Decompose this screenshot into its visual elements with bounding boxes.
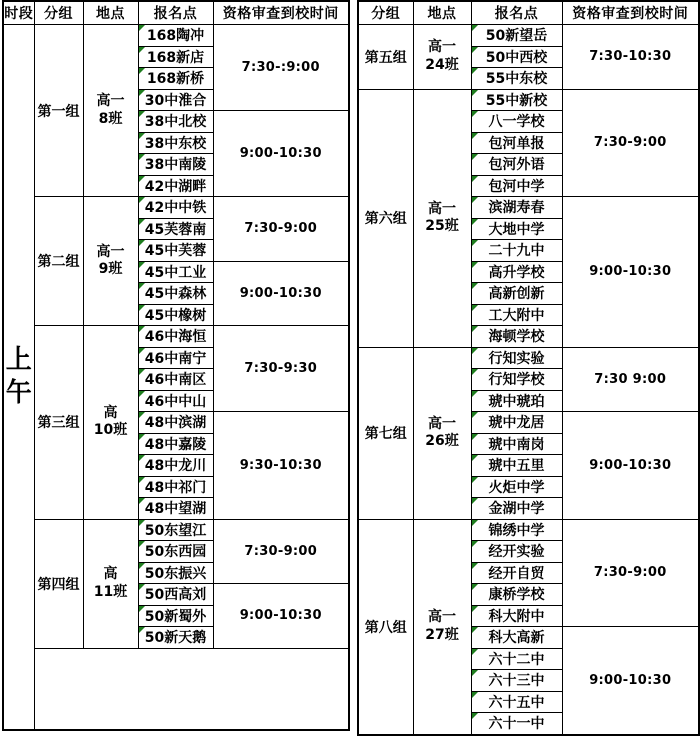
location-cell: 高 11班 xyxy=(83,519,138,648)
review-time-cell: 9:00-10:30 xyxy=(213,584,349,649)
registration-point-label: 50新天鹅 xyxy=(144,630,207,647)
registration-point-label: 50西高刘 xyxy=(144,587,207,604)
registration-point-cell xyxy=(471,627,562,649)
registration-point-cell xyxy=(138,283,213,305)
cell-error-marker-icon xyxy=(139,133,145,139)
cell-error-marker-icon xyxy=(472,412,478,418)
location-cell: 高一 9班 xyxy=(83,197,138,326)
registration-point-cell xyxy=(471,25,562,47)
cell-error-marker-icon xyxy=(472,90,478,96)
cell-error-marker-icon xyxy=(472,670,478,676)
registration-point-label: 168陶冲 xyxy=(146,28,205,45)
cell-error-marker-icon xyxy=(472,369,478,375)
registration-point-cell xyxy=(471,476,562,498)
registration-point-label: 42中湖畔 xyxy=(144,178,207,195)
review-time-cell: 9:00-10:30 xyxy=(213,111,349,197)
registration-point-cell xyxy=(471,68,562,90)
registration-point-label: 50东西园 xyxy=(144,544,207,561)
registration-point-label: 45中芙蓉 xyxy=(144,243,207,260)
table-row xyxy=(358,89,699,111)
registration-point-label: 46中南区 xyxy=(144,372,207,389)
registration-point-cell xyxy=(471,347,562,369)
review-time-cell: 7:30-9:30 xyxy=(213,326,349,412)
registration-point-label: 琥中龙居 xyxy=(488,415,545,432)
registration-point-cell xyxy=(138,562,213,584)
group-cell: 第八组 xyxy=(358,519,413,735)
review-time-cell: 9:00-10:30 xyxy=(213,261,349,326)
morning-schedule-table-left xyxy=(2,0,350,731)
registration-point-cell xyxy=(471,648,562,670)
review-time-cell: 9:00-10:30 xyxy=(562,412,699,520)
registration-point-cell xyxy=(471,584,562,606)
cell-error-marker-icon xyxy=(139,305,145,311)
cell-error-marker-icon xyxy=(139,283,145,289)
registration-point-cell xyxy=(471,304,562,326)
group-cell: 第五组 xyxy=(358,25,413,90)
registration-point-label: 48中滨湖 xyxy=(144,415,207,432)
location-cell: 高一 24班 xyxy=(413,25,471,90)
registration-point-cell xyxy=(138,584,213,606)
cell-error-marker-icon xyxy=(472,348,478,354)
cell-error-marker-icon xyxy=(139,326,145,332)
table-row xyxy=(3,519,349,541)
registration-point-cell xyxy=(471,283,562,305)
registration-point-label: 六十二中 xyxy=(488,651,545,668)
registration-point-cell xyxy=(138,326,213,348)
registration-point-label: 46中中山 xyxy=(144,393,207,410)
registration-point-cell xyxy=(138,89,213,111)
review-time-cell: 7:30-:9:00 xyxy=(213,25,349,111)
location-cell: 高一 26班 xyxy=(413,347,471,519)
cell-error-marker-icon xyxy=(472,584,478,590)
registration-point-cell xyxy=(138,240,213,262)
registration-point-cell xyxy=(138,175,213,197)
cell-error-marker-icon xyxy=(472,197,478,203)
cell-error-marker-icon xyxy=(139,176,145,182)
registration-point-label: 金湖中学 xyxy=(488,501,545,518)
registration-point-cell xyxy=(471,154,562,176)
registration-point-label: 包河外语 xyxy=(488,157,545,174)
cell-error-marker-icon xyxy=(139,111,145,117)
cell-error-marker-icon xyxy=(472,477,478,483)
registration-point-label: 高升学校 xyxy=(488,264,545,281)
registration-point-label: 六十五中 xyxy=(488,694,545,711)
registration-point-cell xyxy=(471,175,562,197)
registration-point-label: 滨湖寿春 xyxy=(488,200,545,217)
registration-point-label: 48中龙川 xyxy=(144,458,207,475)
registration-point-cell xyxy=(471,261,562,283)
registration-point-label: 45芙蓉南 xyxy=(144,221,207,238)
column-header-3: 报名点 xyxy=(138,1,213,25)
registration-point-cell xyxy=(138,519,213,541)
registration-point-label: 42中中铁 xyxy=(144,200,207,217)
registration-point-cell xyxy=(471,326,562,348)
registration-point-label: 科大附中 xyxy=(488,608,545,625)
period-cell: 上 午 xyxy=(3,25,34,730)
registration-point-label: 康桥学校 xyxy=(488,587,545,604)
cell-error-marker-icon xyxy=(472,283,478,289)
registration-point-label: 45中工业 xyxy=(144,264,207,281)
registration-point-cell xyxy=(138,541,213,563)
registration-point-cell xyxy=(471,132,562,154)
registration-point-label: 锦绣中学 xyxy=(488,522,545,539)
registration-point-cell xyxy=(138,433,213,455)
cell-error-marker-icon xyxy=(139,240,145,246)
registration-point-cell xyxy=(138,154,213,176)
registration-point-cell xyxy=(138,498,213,520)
registration-point-label: 八一学校 xyxy=(488,114,545,131)
cell-error-marker-icon xyxy=(139,498,145,504)
cell-error-marker-icon xyxy=(472,262,478,268)
review-time-cell: 9:30-10:30 xyxy=(213,412,349,520)
column-header-2: 报名点 xyxy=(471,1,562,25)
registration-point-label: 包河中学 xyxy=(488,178,545,195)
cell-error-marker-icon xyxy=(472,240,478,246)
cell-error-marker-icon xyxy=(139,541,145,547)
cell-error-marker-icon xyxy=(472,498,478,504)
registration-point-cell xyxy=(138,412,213,434)
registration-point-label: 经开自贸 xyxy=(488,565,545,582)
registration-point-label: 海顿学校 xyxy=(488,329,545,346)
column-header-2: 地点 xyxy=(83,1,138,25)
cell-error-marker-icon xyxy=(472,47,478,53)
cell-error-marker-icon xyxy=(139,25,145,31)
registration-point-cell xyxy=(138,218,213,240)
registration-point-label: 琥中琥珀 xyxy=(488,393,545,410)
registration-point-label: 高新创新 xyxy=(488,286,545,303)
cell-error-marker-icon xyxy=(472,154,478,160)
morning-schedule-table-right xyxy=(357,0,700,736)
review-time-cell: 9:00-10:30 xyxy=(562,627,699,735)
cell-error-marker-icon xyxy=(139,627,145,633)
cell-error-marker-icon xyxy=(472,649,478,655)
table-row xyxy=(3,197,349,219)
table-row xyxy=(358,519,699,541)
group-cell: 第一组 xyxy=(34,25,83,197)
registration-point-label: 168新店 xyxy=(146,49,205,66)
registration-point-cell xyxy=(471,218,562,240)
registration-point-cell xyxy=(471,240,562,262)
registration-point-label: 30中淮合 xyxy=(144,92,207,109)
cell-error-marker-icon xyxy=(472,713,478,719)
review-time-cell: 7:30-9:00 xyxy=(213,519,349,584)
registration-point-cell xyxy=(471,519,562,541)
cell-error-marker-icon xyxy=(472,455,478,461)
registration-point-label: 38中南陵 xyxy=(144,157,207,174)
table-row xyxy=(3,326,349,348)
registration-point-cell xyxy=(471,46,562,68)
header-row xyxy=(358,1,699,25)
cell-error-marker-icon xyxy=(139,197,145,203)
registration-point-cell xyxy=(138,261,213,283)
registration-point-label: 琥中五里 xyxy=(488,458,545,475)
cell-error-marker-icon xyxy=(472,176,478,182)
group-cell: 第七组 xyxy=(358,347,413,519)
registration-point-label: 48中祁门 xyxy=(144,479,207,496)
cell-error-marker-icon xyxy=(139,262,145,268)
cell-error-marker-icon xyxy=(139,455,145,461)
registration-point-label: 45中森林 xyxy=(144,286,207,303)
registration-point-label: 38中东校 xyxy=(144,135,207,152)
registration-point-cell xyxy=(471,433,562,455)
registration-point-label: 包河单报 xyxy=(488,135,545,152)
cell-error-marker-icon xyxy=(139,219,145,225)
registration-point-label: 二十九中 xyxy=(488,243,545,260)
registration-point-label: 46中南宁 xyxy=(144,350,207,367)
review-time-cell: 7:30-10:30 xyxy=(562,25,699,90)
registration-point-cell xyxy=(471,412,562,434)
cell-error-marker-icon xyxy=(472,520,478,526)
cell-error-marker-icon xyxy=(139,520,145,526)
cell-error-marker-icon xyxy=(139,606,145,612)
group-cell: 第六组 xyxy=(358,89,413,347)
registration-point-cell xyxy=(471,89,562,111)
cell-error-marker-icon xyxy=(472,305,478,311)
cell-error-marker-icon xyxy=(139,477,145,483)
cell-error-marker-icon xyxy=(139,47,145,53)
cell-error-marker-icon xyxy=(139,563,145,569)
column-header-1: 地点 xyxy=(413,1,471,25)
cell-error-marker-icon xyxy=(139,412,145,418)
registration-point-label: 50新蜀外 xyxy=(144,608,207,625)
registration-point-label: 55中东校 xyxy=(485,71,548,88)
registration-point-cell xyxy=(138,605,213,627)
registration-point-cell xyxy=(471,111,562,133)
review-time-cell: 7:30-9:00 xyxy=(562,89,699,197)
registration-point-cell xyxy=(138,304,213,326)
registration-point-cell xyxy=(471,713,562,735)
registration-point-cell xyxy=(138,390,213,412)
location-cell: 高一 8班 xyxy=(83,25,138,197)
cell-error-marker-icon xyxy=(472,606,478,612)
registration-point-label: 50东望江 xyxy=(144,522,207,539)
group-cell: 第四组 xyxy=(34,519,83,648)
registration-point-label: 38中北校 xyxy=(144,114,207,131)
table-row xyxy=(3,25,349,47)
registration-point-cell xyxy=(138,369,213,391)
registration-point-cell xyxy=(138,476,213,498)
registration-point-cell xyxy=(471,369,562,391)
column-header-4: 资格审查到校时间 xyxy=(213,1,349,25)
registration-point-cell xyxy=(471,670,562,692)
registration-point-label: 六十三中 xyxy=(488,673,545,690)
group-cell: 第二组 xyxy=(34,197,83,326)
cell-error-marker-icon xyxy=(139,584,145,590)
registration-point-label: 46中海恒 xyxy=(144,329,207,346)
cell-error-marker-icon xyxy=(139,154,145,160)
registration-point-cell xyxy=(138,627,213,649)
registration-point-cell xyxy=(138,132,213,154)
cell-error-marker-icon xyxy=(472,68,478,74)
registration-point-label: 55中新校 xyxy=(485,92,548,109)
column-header-3: 资格审查到校时间 xyxy=(562,1,699,25)
column-header-0: 分组 xyxy=(358,1,413,25)
cell-error-marker-icon xyxy=(139,348,145,354)
cell-error-marker-icon xyxy=(472,326,478,332)
registration-point-cell xyxy=(138,111,213,133)
registration-point-label: 50东振兴 xyxy=(144,565,207,582)
table-row xyxy=(358,25,699,47)
registration-point-label: 168新桥 xyxy=(146,71,205,88)
column-header-0: 时段 xyxy=(3,1,34,25)
location-cell: 高 10班 xyxy=(83,326,138,520)
cell-error-marker-icon xyxy=(472,111,478,117)
cell-error-marker-icon xyxy=(472,541,478,547)
empty-footer-row xyxy=(3,648,349,730)
review-time-cell: 7:30 9:00 xyxy=(562,347,699,412)
registration-point-label: 工大附中 xyxy=(488,307,545,324)
review-time-cell: 7:30-9:00 xyxy=(213,197,349,262)
registration-point-label: 经开实验 xyxy=(488,544,545,561)
empty-cell xyxy=(34,648,349,730)
cell-error-marker-icon xyxy=(139,369,145,375)
column-header-1: 分组 xyxy=(34,1,83,25)
review-time-cell: 9:00-10:30 xyxy=(562,197,699,348)
cell-error-marker-icon xyxy=(472,692,478,698)
registration-point-label: 48中嘉陵 xyxy=(144,436,207,453)
cell-error-marker-icon xyxy=(472,434,478,440)
registration-point-cell xyxy=(138,68,213,90)
registration-point-cell xyxy=(138,455,213,477)
registration-point-cell xyxy=(471,390,562,412)
cell-error-marker-icon xyxy=(472,25,478,31)
registration-point-cell xyxy=(471,605,562,627)
registration-point-cell xyxy=(138,197,213,219)
registration-point-cell xyxy=(471,562,562,584)
registration-point-cell xyxy=(471,498,562,520)
registration-point-label: 行知实验 xyxy=(488,350,545,367)
cell-error-marker-icon xyxy=(139,90,145,96)
table-row xyxy=(358,347,699,369)
registration-point-cell xyxy=(138,347,213,369)
registration-point-cell xyxy=(471,455,562,477)
registration-point-label: 琥中南岗 xyxy=(488,436,545,453)
cell-error-marker-icon xyxy=(472,391,478,397)
cell-error-marker-icon xyxy=(472,133,478,139)
registration-point-cell xyxy=(471,541,562,563)
registration-point-label: 50中西校 xyxy=(485,49,548,66)
group-cell: 第三组 xyxy=(34,326,83,520)
registration-point-label: 火炬中学 xyxy=(488,479,545,496)
registration-point-label: 大地中学 xyxy=(488,221,545,238)
cell-error-marker-icon xyxy=(472,563,478,569)
registration-point-cell xyxy=(138,46,213,68)
location-cell: 高一 27班 xyxy=(413,519,471,735)
registration-point-label: 45中橡树 xyxy=(144,307,207,324)
cell-error-marker-icon xyxy=(139,434,145,440)
header-row xyxy=(3,1,349,25)
registration-point-label: 科大高新 xyxy=(488,630,545,647)
cell-error-marker-icon xyxy=(139,68,145,74)
registration-point-cell xyxy=(138,25,213,47)
registration-point-label: 行知学校 xyxy=(488,372,545,389)
review-time-cell: 7:30-9:00 xyxy=(562,519,699,627)
cell-error-marker-icon xyxy=(472,219,478,225)
registration-point-label: 六十一中 xyxy=(488,716,545,733)
registration-point-label: 48中望湖 xyxy=(144,501,207,518)
registration-point-label: 50新望岳 xyxy=(485,28,548,45)
cell-error-marker-icon xyxy=(139,391,145,397)
registration-point-cell xyxy=(471,691,562,713)
location-cell: 高一 25班 xyxy=(413,89,471,347)
cell-error-marker-icon xyxy=(472,627,478,633)
registration-point-cell xyxy=(471,197,562,219)
